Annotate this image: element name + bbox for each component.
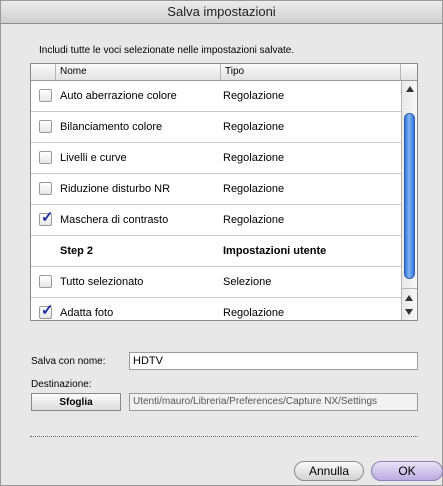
row-checkbox[interactable] [39,275,52,288]
row-name: Adatta foto [60,307,114,319]
ok-button[interactable]: OK [371,461,443,481]
row-type: Selezione [223,276,272,288]
scroll-arrows [402,288,417,320]
table-group-row[interactable] [31,236,401,267]
row-checkbox[interactable] [39,89,52,102]
checkmark-icon: ✓ [41,302,54,319]
row-type: Regolazione [223,183,285,195]
settings-table [30,63,418,321]
row-type: Regolazione [223,214,285,226]
row-type: Regolazione [223,121,285,133]
browse-button[interactable]: Sfoglia [31,393,121,411]
row-name: Auto aberrazione colore [60,90,177,102]
table-row[interactable] [31,205,401,236]
row-checkbox[interactable] [39,120,52,133]
cancel-button[interactable]: Annulla [294,461,364,481]
row-checkbox[interactable] [39,182,52,195]
row-checkbox[interactable] [39,151,52,164]
vertical-scrollbar[interactable] [401,81,417,320]
column-header-name[interactable]: Nome [56,64,221,80]
column-header-type[interactable]: Tipo [225,66,245,77]
destination-path-field: Utenti/mauro/Libreria/Preferences/Capture NX/Settings [129,393,418,411]
column-header-corner [400,64,418,80]
row-name: Step 2 [60,245,94,257]
scroll-up-arrow-icon[interactable] [405,295,413,301]
table-row[interactable] [31,174,401,205]
scroll-down-arrow-icon[interactable] [405,309,413,315]
destination-label: Destinazione: [31,379,92,390]
table-row[interactable] [31,143,401,174]
save-name-input[interactable] [129,352,418,370]
window-title: Salva impostazioni [1,1,442,24]
table-header [31,64,417,81]
row-type: Regolazione [223,307,285,319]
table-row[interactable] [31,267,401,298]
row-name: Tutto selezionato [60,276,144,288]
table-row[interactable] [31,298,401,321]
instructions-text: Includi tutte le voci selezionate nelle impostazioni salvate. [39,45,295,56]
row-name: Livelli e curve [60,152,127,164]
save-name-label: Salva con nome: [31,356,106,367]
row-type: Impostazioni utente [223,245,327,257]
row-name: Bilanciamento colore [60,121,163,133]
row-type: Regolazione [223,90,285,102]
table-row[interactable] [31,112,401,143]
scroll-top-arrow-icon[interactable] [406,86,414,92]
row-name: Riduzione disturbo NR [60,183,171,195]
row-name: Maschera di contrasto [60,214,169,226]
checkmark-icon: ✓ [41,209,54,226]
scrollbar-thumb[interactable] [404,113,415,279]
column-header-check[interactable] [31,64,56,80]
table-row[interactable] [31,81,401,112]
separator [30,436,418,437]
row-type: Regolazione [223,152,285,164]
